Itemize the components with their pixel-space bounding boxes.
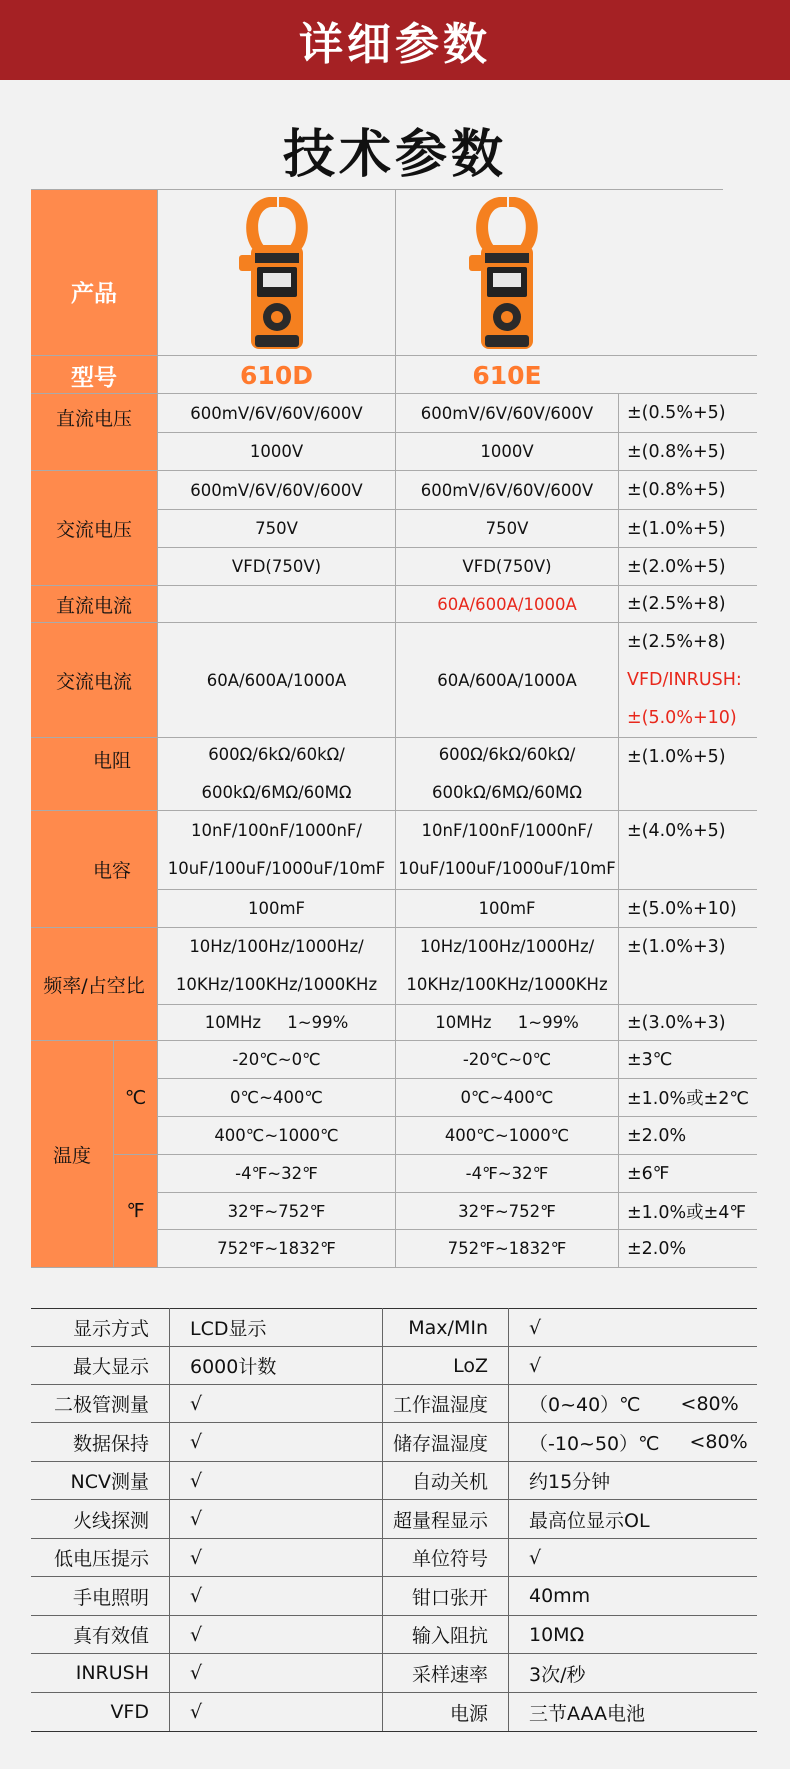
feature-value: 40mm <box>529 1585 591 1607</box>
cell-line: 10nF/100nF/1000nF/ <box>190 821 362 840</box>
feature-label: 显示方式 <box>72 1318 149 1340</box>
accuracy-cell: ±2.0% <box>627 1125 687 1146</box>
feature-value: 6000计数 <box>190 1356 277 1378</box>
table-cell: 1000V <box>249 442 304 461</box>
model-label: 型号 <box>71 364 117 391</box>
feature-label: LoZ <box>453 1354 488 1377</box>
label-cell-dca <box>31 586 157 622</box>
feature-value: √ <box>190 1431 203 1453</box>
freq-label: 频率/占空比 <box>43 974 145 997</box>
accuracy-cell: ±3℃ <box>627 1049 673 1070</box>
table-cell <box>158 811 395 889</box>
table-cell: 750V <box>485 519 529 538</box>
temp-label: 温度 <box>52 1144 91 1167</box>
table-cell: 752℉~1832℉ <box>447 1239 567 1258</box>
cell-line: 10nF/100nF/1000nF/ <box>421 821 593 840</box>
table-cell: VFD(750V) <box>462 557 552 576</box>
label-cell-cap <box>31 811 157 927</box>
table-cell <box>158 738 395 810</box>
feature-value: 约15分钟 <box>529 1471 611 1493</box>
label-cell-acv <box>31 471 157 585</box>
aca-label: 交流电流 <box>55 670 132 693</box>
accuracy-cell: ±(1.0%+5) <box>627 747 726 767</box>
value-part: <80% <box>680 1392 739 1415</box>
feature-value: 最高位显示OL <box>529 1509 650 1532</box>
clamp-meter-icon <box>237 193 317 353</box>
table-cell: 60A/600A/1000A <box>206 670 347 690</box>
label-cell-freq <box>31 928 157 1040</box>
feature-label: VFD <box>110 1701 149 1723</box>
feature-label: 低电压提示 <box>53 1548 149 1570</box>
table-cell: 752℉~1832℉ <box>217 1239 336 1258</box>
accuracy-cell: ±1.0%或±4℉ <box>627 1202 747 1223</box>
cell-line: 10Hz/100Hz/1000Hz/ <box>189 937 364 956</box>
label-cell-dcv <box>31 394 157 470</box>
accuracy-cell: ±(0.8%+5) <box>627 441 726 462</box>
feature-label: 工作温湿度 <box>392 1394 488 1416</box>
accuracy-line-highlight: VFD/INRUSH: <box>627 670 742 690</box>
value-part: （-10~50）℃ <box>529 1432 660 1455</box>
feature-label: 采样速率 <box>411 1663 488 1686</box>
product-image-610e <box>396 190 618 355</box>
feature-value <box>509 1385 757 1422</box>
value-part: <80% <box>689 1431 748 1453</box>
feature-label: 数据保持 <box>72 1432 149 1455</box>
feature-value: √ <box>190 1662 203 1684</box>
page-title: 技术参数 <box>282 125 507 185</box>
feature-label: INRUSH <box>75 1662 149 1684</box>
section-banner <box>0 0 790 80</box>
table-cell: -4℉~32℉ <box>465 1164 549 1183</box>
cell-line: 10KHz/100KHz/1000KHz <box>406 975 608 994</box>
accuracy-cell: ±(2.5%+8) <box>627 594 726 614</box>
table-cell: 100mF <box>247 899 306 918</box>
feature-label: 单位符号 <box>411 1548 488 1570</box>
accuracy-cell: ±(2.0%+5) <box>627 556 726 577</box>
model-610d-text: 610D <box>240 360 313 390</box>
label-cell-aca <box>31 623 157 737</box>
table-cell <box>396 811 618 889</box>
model-610e <box>396 356 618 394</box>
feature-value: √ <box>190 1392 203 1415</box>
feature-label: 超量程显示 <box>392 1509 488 1532</box>
accuracy-line: ±(2.5%+8) <box>627 632 726 652</box>
feature-label: 电源 <box>449 1702 488 1725</box>
feature-value: √ <box>190 1508 203 1530</box>
dca-label: 直流电流 <box>55 594 132 617</box>
feature-value: √ <box>190 1546 203 1569</box>
table-cell: 32℉~752℉ <box>458 1201 556 1221</box>
feature-label: NCV测量 <box>70 1471 149 1493</box>
accuracy-cell: ±(4.0%+5) <box>627 821 726 841</box>
table-cell <box>158 928 395 1004</box>
cell-line: 600kΩ/6MΩ/60MΩ <box>432 783 582 802</box>
product-label: 产品 <box>71 280 117 307</box>
feature-label: 二极管测量 <box>53 1394 149 1416</box>
res-label: 电阻 <box>92 750 131 772</box>
feature-value: 10MΩ <box>529 1623 585 1646</box>
feature-label: 最大显示 <box>72 1356 149 1378</box>
table-cell: 1000V <box>480 442 534 461</box>
table-cell: -20℃~0℃ <box>462 1050 552 1069</box>
unit-cell-f <box>114 1155 157 1267</box>
accuracy-cell: ±(0.8%+5) <box>627 480 726 500</box>
accuracy-cell: ±(3.0%+3) <box>627 1012 726 1033</box>
feature-label: 储存温湿度 <box>392 1432 488 1455</box>
label-cell-temp <box>31 1041 113 1267</box>
label-cell-model <box>31 356 157 394</box>
table-cell: 600mV/6V/60V/600V <box>420 480 594 500</box>
model-610e-text: 610E <box>472 360 542 390</box>
accuracy-line-highlight: ±(5.0%+10) <box>627 708 737 728</box>
feature-value: √ <box>190 1701 203 1723</box>
cell-line: 600Ω/6kΩ/60kΩ/ <box>208 745 345 764</box>
feature-label: 自动关机 <box>411 1471 488 1493</box>
cell-line: 600Ω/6kΩ/60kΩ/ <box>438 745 576 764</box>
unit-cell-c <box>114 1041 157 1154</box>
feature-label: 火线探测 <box>72 1509 149 1532</box>
table-cell: 0℃~400℃ <box>230 1088 323 1107</box>
feature-value: LCD显示 <box>190 1318 267 1340</box>
clamp-meter-icon <box>467 193 547 353</box>
value-part: （0~40）℃ <box>529 1394 641 1416</box>
table-cell: 400℃~1000℃ <box>214 1126 339 1145</box>
feature-value: √ <box>190 1469 203 1492</box>
table-cell: 10MHz 1~99% <box>435 1013 579 1032</box>
table-cell: -20℃~0℃ <box>232 1050 321 1069</box>
table-cell: 600mV/6V/60V/600V <box>190 480 363 500</box>
feature-value <box>509 1423 757 1461</box>
accuracy-cell: ±(0.5%+5) <box>627 403 726 423</box>
accuracy-cell: ±2.0% <box>627 1238 687 1259</box>
table-cell <box>396 738 618 810</box>
table-cell <box>396 928 618 1004</box>
table-cell: 32℉~752℉ <box>227 1201 326 1221</box>
table-cell: 0℃~400℃ <box>460 1088 554 1107</box>
feature-label: 输入阻抗 <box>411 1625 488 1647</box>
table-cell: 100mF <box>478 899 536 918</box>
table-cell: 60A/600A/1000A <box>437 670 577 690</box>
fahrenheit-unit: ℉ <box>126 1200 145 1222</box>
table-cell: 10MHz 1~99% <box>204 1013 349 1032</box>
cell-line: 10KHz/100KHz/1000KHz <box>175 975 378 994</box>
model-610d <box>158 356 395 394</box>
feature-label: 钳口张开 <box>411 1586 488 1609</box>
feature-label: 手电照明 <box>72 1586 149 1609</box>
accuracy-cell: ±6℉ <box>627 1163 670 1184</box>
banner-title: 详细参数 <box>299 19 491 70</box>
table-cell: 750V <box>255 519 298 538</box>
feature-value: 3次/秒 <box>529 1663 586 1686</box>
table-cell: 600mV/6V/60V/600V <box>420 403 594 423</box>
feature-value: √ <box>190 1623 203 1646</box>
feature-value: √ <box>529 1546 542 1569</box>
table-cell: 600mV/6V/60V/600V <box>190 403 363 423</box>
acv-label: 交流电压 <box>55 518 132 541</box>
accuracy-cell: ±(1.0%+3) <box>627 937 726 957</box>
accuracy-cell: ±(1.0%+5) <box>627 518 726 539</box>
table-cell: 400℃~1000℃ <box>444 1126 570 1145</box>
table-cell: VFD(750V) <box>231 557 322 576</box>
accuracy-cell: ±1.0%或±2℃ <box>627 1089 750 1109</box>
feature-label: Max/MIn <box>408 1316 488 1339</box>
cell-line: 10Hz/100Hz/1000Hz/ <box>419 937 595 956</box>
table-cell-highlight: 60A/600A/1000A <box>437 594 577 614</box>
dcv-label: 直流电压 <box>55 408 132 430</box>
cell-line: 10uF/100uF/1000uF/10mF <box>167 859 386 878</box>
feature-label: 真有效值 <box>72 1625 149 1647</box>
feature-value: 三节AAA电池 <box>529 1702 646 1725</box>
feature-value: √ <box>190 1585 203 1607</box>
table-cell: -4℉~32℉ <box>235 1164 318 1183</box>
accuracy-cell: ±(5.0%+10) <box>627 898 737 919</box>
cell-line: 10uF/100uF/1000uF/10mF <box>398 859 616 878</box>
celsius-unit: ℃ <box>124 1086 147 1109</box>
feature-value: √ <box>529 1354 542 1377</box>
feature-value: √ <box>529 1316 542 1339</box>
cap-label: 电容 <box>92 859 131 882</box>
accuracy-cell <box>619 623 757 737</box>
cell-line: 600kΩ/6MΩ/60MΩ <box>201 783 352 802</box>
product-image-610d <box>158 190 395 355</box>
label-cell-res <box>31 738 157 810</box>
